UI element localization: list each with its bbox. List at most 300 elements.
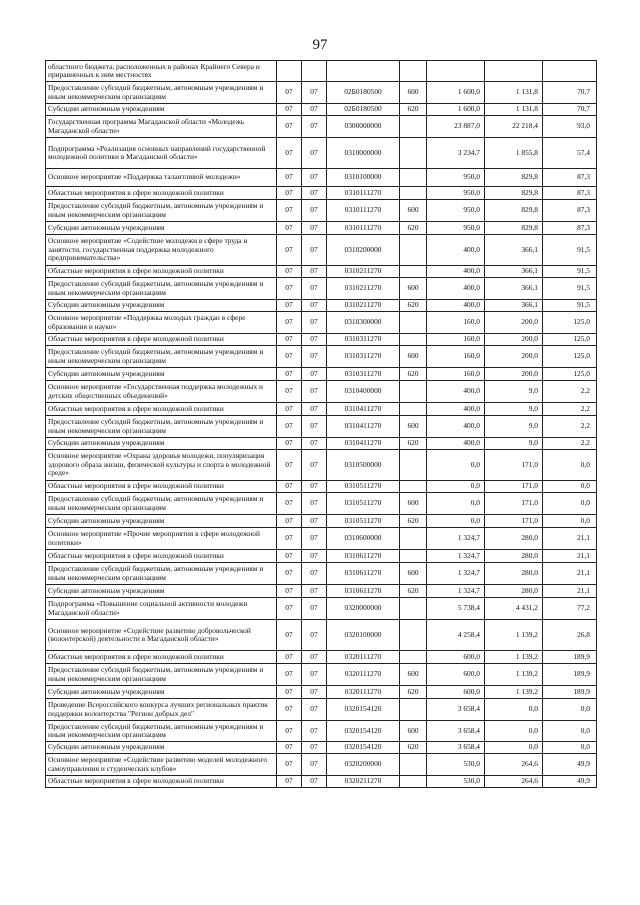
row-execution-percent: 0,0 — [543, 721, 597, 742]
row-subsection-code: 07 — [302, 620, 327, 651]
row-expense-type: 620 — [400, 585, 427, 598]
row-executed-amount: 200,0 — [485, 334, 543, 346]
row-target-article: 0300000000 — [327, 116, 400, 138]
row-execution-percent: 0,0 — [543, 481, 597, 493]
row-subsection-code: 07 — [302, 235, 327, 266]
row-subsection-code: 07 — [302, 563, 327, 585]
row-target-article: 0310211270 — [327, 278, 400, 300]
row-subsection-code: 07 — [302, 699, 327, 721]
row-name: Предоставление субсидий бюджетным, автономным учреждениям и иным некоммерческим организациям — [46, 563, 277, 585]
row-target-article: 0320211270 — [327, 776, 400, 788]
row-subsection-code: 07 — [302, 550, 327, 563]
table-row — [46, 493, 597, 515]
row-execution-percent: 0,0 — [543, 450, 597, 481]
row-executed-amount: 280,0 — [485, 585, 543, 598]
row-execution-percent: 125,0 — [543, 346, 597, 368]
row-section-code: 07 — [277, 416, 302, 438]
row-target-article: 0320111270 — [327, 686, 400, 699]
row-section-code: 07 — [277, 222, 302, 235]
row-target-article: 0310411270 — [327, 403, 400, 416]
table-row — [46, 222, 597, 235]
row-planned-amount: 23 887,0 — [427, 116, 485, 138]
row-section-code: 07 — [277, 515, 302, 528]
table-row — [46, 686, 597, 699]
row-planned-amount: 4 258,4 — [427, 620, 485, 651]
row-expense-type — [400, 138, 427, 169]
row-execution-percent: 87,3 — [543, 187, 597, 200]
row-name: Основное мероприятие «Охрана здоровья молодежи, популяризация здорового образа жизни, физической культуры и спорта в молодежной среде» — [46, 450, 277, 481]
row-subsection-code: 07 — [302, 200, 327, 222]
row-name: Областные мероприятия в сфере молодежной политики — [46, 334, 277, 346]
row-executed-amount: 1 855,8 — [485, 138, 543, 169]
row-section-code: 07 — [277, 620, 302, 651]
row-section-code: 07 — [277, 278, 302, 300]
row-execution-percent: 87,3 — [543, 222, 597, 235]
row-execution-percent: 125,0 — [543, 334, 597, 346]
row-executed-amount: 1 139,2 — [485, 620, 543, 651]
row-expense-type: 600 — [400, 493, 427, 515]
row-target-article: 0310411270 — [327, 438, 400, 450]
table-row — [46, 187, 597, 200]
row-executed-amount: 200,0 — [485, 368, 543, 381]
row-expense-type — [400, 550, 427, 563]
row-name: Областные мероприятия в сфере молодежной политики — [46, 266, 277, 278]
row-execution-percent: 87,3 — [543, 169, 597, 187]
row-section-code: 07 — [277, 300, 302, 312]
row-section-code: 07 — [277, 585, 302, 598]
row-section-code — [277, 61, 302, 82]
row-section-code: 07 — [277, 686, 302, 699]
row-planned-amount: 5 738,4 — [427, 598, 485, 620]
row-executed-amount: 366,1 — [485, 278, 543, 300]
row-expense-type — [400, 620, 427, 651]
row-expense-type — [400, 651, 427, 664]
row-subsection-code: 07 — [302, 450, 327, 481]
row-target-article: 0310500000 — [327, 450, 400, 481]
row-planned-amount: 950,0 — [427, 222, 485, 235]
row-executed-amount: 9,0 — [485, 381, 543, 403]
row-execution-percent: 2,2 — [543, 403, 597, 416]
table-row — [46, 721, 597, 742]
row-executed-amount: 171,0 — [485, 481, 543, 493]
table-row — [46, 312, 597, 334]
row-executed-amount: 0,0 — [485, 699, 543, 721]
row-executed-amount: 829,8 — [485, 222, 543, 235]
row-subsection-code: 07 — [302, 116, 327, 138]
row-execution-percent: 91,5 — [543, 266, 597, 278]
row-expense-type: 620 — [400, 686, 427, 699]
row-subsection-code: 07 — [302, 346, 327, 368]
row-target-article: 0310411270 — [327, 416, 400, 438]
row-name: Предоставление субсидий бюджетным, автономным учреждениям и иным некоммерческим организациям — [46, 664, 277, 686]
row-section-code: 07 — [277, 187, 302, 200]
row-planned-amount: 0,0 — [427, 493, 485, 515]
row-subsection-code — [302, 61, 327, 82]
row-subsection-code: 07 — [302, 585, 327, 598]
row-name: Подпрограмма «Реализация основных направлений государственной молодежной политики в Магаданской области» — [46, 138, 277, 169]
row-execution-percent: 49,9 — [543, 754, 597, 776]
row-section-code: 07 — [277, 742, 302, 754]
row-expense-type — [400, 450, 427, 481]
row-section-code: 07 — [277, 381, 302, 403]
row-target-article: 0310511270 — [327, 493, 400, 515]
row-subsection-code: 07 — [302, 438, 327, 450]
row-name: Субсидии автономным учреждениям — [46, 368, 277, 381]
table-row — [46, 266, 597, 278]
row-subsection-code: 07 — [302, 598, 327, 620]
row-expense-type: 620 — [400, 368, 427, 381]
row-name: Областные мероприятия в сфере молодежной политики — [46, 550, 277, 563]
row-expense-type: 620 — [400, 104, 427, 116]
row-name: Областные мероприятия в сфере молодежной политики — [46, 403, 277, 416]
row-subsection-code: 07 — [302, 481, 327, 493]
row-executed-amount: 1 139,2 — [485, 664, 543, 686]
table-row — [46, 416, 597, 438]
row-name: Основное мероприятие «Государственная поддержка молодежных и детских общественных объединений» — [46, 381, 277, 403]
row-executed-amount: 1 131,8 — [485, 104, 543, 116]
table-row — [46, 776, 597, 788]
row-expense-type: 620 — [400, 300, 427, 312]
row-expense-type — [400, 61, 427, 82]
row-name: Предоставление субсидий бюджетным, автономным учреждениям и иным некоммерческим организациям — [46, 82, 277, 104]
row-executed-amount: 829,8 — [485, 169, 543, 187]
row-subsection-code: 07 — [302, 334, 327, 346]
row-name: Областные мероприятия в сфере молодежной политики — [46, 776, 277, 788]
table-row — [46, 742, 597, 754]
row-planned-amount: 160,0 — [427, 312, 485, 334]
row-target-article: 0310211270 — [327, 266, 400, 278]
row-expense-type — [400, 699, 427, 721]
row-subsection-code: 07 — [302, 138, 327, 169]
row-name: Субсидии автономным учреждениям — [46, 515, 277, 528]
row-execution-percent: 49,9 — [543, 776, 597, 788]
row-target-article: 0310311270 — [327, 334, 400, 346]
row-section-code: 07 — [277, 200, 302, 222]
row-execution-percent: 189,9 — [543, 664, 597, 686]
row-execution-percent: 77,2 — [543, 598, 597, 620]
row-executed-amount: 264,6 — [485, 776, 543, 788]
table-row — [46, 699, 597, 721]
row-executed-amount: 4 431,2 — [485, 598, 543, 620]
row-name: Проведение Всероссийского конкурса лучших региональных практик поддержки волонтерства "Регион добрых дел" — [46, 699, 277, 721]
row-planned-amount: 0,0 — [427, 515, 485, 528]
row-name: Предоставление субсидий бюджетным, автономным учреждениям и иным некоммерческим организациям — [46, 278, 277, 300]
row-expense-type: 620 — [400, 742, 427, 754]
row-name: Субсидии автономным учреждениям — [46, 222, 277, 235]
row-expense-type: 620 — [400, 515, 427, 528]
table-row — [46, 61, 597, 82]
row-execution-percent: 2,2 — [543, 438, 597, 450]
table-row — [46, 235, 597, 266]
row-name: Областные мероприятия в сфере молодежной политики — [46, 187, 277, 200]
table-row — [46, 664, 597, 686]
row-subsection-code: 07 — [302, 104, 327, 116]
row-executed-amount: 200,0 — [485, 346, 543, 368]
row-execution-percent: 70,7 — [543, 82, 597, 104]
row-section-code: 07 — [277, 721, 302, 742]
row-target-article: 0310611270 — [327, 563, 400, 585]
row-section-code: 07 — [277, 169, 302, 187]
row-name: Субсидии автономным учреждениям — [46, 104, 277, 116]
row-target-article: 0310611270 — [327, 550, 400, 563]
table-row — [46, 563, 597, 585]
row-section-code: 07 — [277, 664, 302, 686]
table-row — [46, 116, 597, 138]
row-subsection-code: 07 — [302, 368, 327, 381]
row-planned-amount: 400,0 — [427, 266, 485, 278]
row-name: Основное мероприятие «Содействие молодежи в сфере труда и занятости, государственная поддержка молодежного предпринимательства» — [46, 235, 277, 266]
row-executed-amount: 280,0 — [485, 563, 543, 585]
row-target-article: 0310200000 — [327, 235, 400, 266]
row-section-code: 07 — [277, 776, 302, 788]
table-row — [46, 278, 597, 300]
row-subsection-code: 07 — [302, 664, 327, 686]
row-planned-amount: 400,0 — [427, 278, 485, 300]
row-planned-amount: 0,0 — [427, 481, 485, 493]
page-number: 97 — [312, 37, 328, 53]
row-executed-amount: 0,0 — [485, 742, 543, 754]
row-planned-amount: 1 600,0 — [427, 104, 485, 116]
row-target-article: 0310600000 — [327, 528, 400, 550]
row-executed-amount: 829,8 — [485, 187, 543, 200]
row-target-article: 0310111270 — [327, 187, 400, 200]
row-target-article: 0310311270 — [327, 368, 400, 381]
row-executed-amount: 22 218,4 — [485, 116, 543, 138]
row-section-code: 07 — [277, 104, 302, 116]
row-subsection-code: 07 — [302, 721, 327, 742]
row-name: Основное мероприятие «Содействие развитию моделей молодежного самоуправления и студенческих клубов» — [46, 754, 277, 776]
row-planned-amount: 3 658,4 — [427, 721, 485, 742]
row-subsection-code: 07 — [302, 403, 327, 416]
row-execution-percent: 91,5 — [543, 235, 597, 266]
row-planned-amount: 0,0 — [427, 450, 485, 481]
row-name: областного бюджета, расположенных в районах Крайнего Севера и приравненных к ним местностях — [46, 61, 277, 82]
row-name: Субсидии автономным учреждениям — [46, 300, 277, 312]
row-expense-type — [400, 334, 427, 346]
row-name: Предоставление субсидий бюджетным, автономным учреждениям и иным некоммерческим организациям — [46, 493, 277, 515]
row-executed-amount: 171,0 — [485, 493, 543, 515]
row-executed-amount: 829,8 — [485, 200, 543, 222]
row-target-article: 02Б0180500 — [327, 104, 400, 116]
row-executed-amount: 366,1 — [485, 266, 543, 278]
row-target-article: 0320111270 — [327, 651, 400, 664]
table-row — [46, 200, 597, 222]
row-name: Субсидии автономным учреждениям — [46, 686, 277, 699]
row-expense-type — [400, 235, 427, 266]
row-planned-amount: 1 324,7 — [427, 528, 485, 550]
row-section-code: 07 — [277, 235, 302, 266]
row-executed-amount: 1 139,2 — [485, 651, 543, 664]
table-row — [46, 334, 597, 346]
row-subsection-code: 07 — [302, 82, 327, 104]
row-expense-type — [400, 403, 427, 416]
row-execution-percent — [543, 61, 597, 82]
row-target-article: 0320154120 — [327, 742, 400, 754]
row-planned-amount: 1 324,7 — [427, 563, 485, 585]
row-target-article: 0320100000 — [327, 620, 400, 651]
row-planned-amount: 3 234,7 — [427, 138, 485, 169]
table-row — [46, 368, 597, 381]
row-planned-amount: 1 600,0 — [427, 82, 485, 104]
table-row — [46, 754, 597, 776]
row-name: Подпрограмма «Повышение социальной активности молодежи Магаданской области» — [46, 598, 277, 620]
row-planned-amount: 600,0 — [427, 664, 485, 686]
row-planned-amount: 950,0 — [427, 187, 485, 200]
row-expense-type — [400, 528, 427, 550]
row-section-code: 07 — [277, 312, 302, 334]
row-execution-percent: 0,0 — [543, 699, 597, 721]
row-executed-amount: 200,0 — [485, 312, 543, 334]
row-target-article: 02Б0180500 — [327, 82, 400, 104]
row-target-article: 0310000000 — [327, 138, 400, 169]
row-name: Основное мероприятие «Прочие мероприятия в сфере молодежной политики» — [46, 528, 277, 550]
row-section-code: 07 — [277, 116, 302, 138]
row-planned-amount: 3 658,4 — [427, 742, 485, 754]
row-execution-percent: 93,0 — [543, 116, 597, 138]
row-name: Предоставление субсидий бюджетным, автономным учреждениям и иным некоммерческим организациям — [46, 200, 277, 222]
row-target-article: 0310111270 — [327, 200, 400, 222]
row-section-code: 07 — [277, 403, 302, 416]
row-planned-amount: 530,0 — [427, 776, 485, 788]
row-section-code: 07 — [277, 754, 302, 776]
table-row — [46, 381, 597, 403]
row-executed-amount: 9,0 — [485, 438, 543, 450]
row-planned-amount: 160,0 — [427, 334, 485, 346]
row-execution-percent: 0,0 — [543, 742, 597, 754]
row-subsection-code: 07 — [302, 222, 327, 235]
row-execution-percent: 21,1 — [543, 528, 597, 550]
row-section-code: 07 — [277, 563, 302, 585]
row-expense-type — [400, 187, 427, 200]
row-planned-amount: 160,0 — [427, 368, 485, 381]
row-section-code: 07 — [277, 346, 302, 368]
table-row — [46, 169, 597, 187]
row-name: Государственная программа Магаданской области «Молодежь Магаданской области» — [46, 116, 277, 138]
row-expense-type: 600 — [400, 278, 427, 300]
row-subsection-code: 07 — [302, 651, 327, 664]
row-planned-amount: 400,0 — [427, 416, 485, 438]
table-row — [46, 651, 597, 664]
row-target-article: 0320200000 — [327, 754, 400, 776]
row-expense-type — [400, 116, 427, 138]
row-execution-percent: 125,0 — [543, 312, 597, 334]
row-section-code: 07 — [277, 651, 302, 664]
row-expense-type — [400, 754, 427, 776]
row-section-code: 07 — [277, 550, 302, 563]
row-executed-amount: 280,0 — [485, 550, 543, 563]
row-expense-type: 600 — [400, 200, 427, 222]
budget-table — [45, 60, 597, 788]
row-expense-type: 620 — [400, 222, 427, 235]
row-execution-percent: 2,2 — [543, 416, 597, 438]
row-planned-amount: 530,0 — [427, 754, 485, 776]
row-planned-amount: 400,0 — [427, 438, 485, 450]
row-target-article: 0310211270 — [327, 300, 400, 312]
row-planned-amount: 400,0 — [427, 403, 485, 416]
row-target-article: 0310311270 — [327, 346, 400, 368]
row-section-code: 07 — [277, 598, 302, 620]
table-row — [46, 450, 597, 481]
row-executed-amount: 1 131,8 — [485, 82, 543, 104]
row-execution-percent: 0,0 — [543, 515, 597, 528]
row-subsection-code: 07 — [302, 266, 327, 278]
row-expense-type: 600 — [400, 721, 427, 742]
row-target-article: 0320154120 — [327, 721, 400, 742]
row-planned-amount: 400,0 — [427, 381, 485, 403]
table-row — [46, 620, 597, 651]
row-execution-percent: 189,9 — [543, 651, 597, 664]
row-planned-amount — [427, 61, 485, 82]
row-expense-type — [400, 169, 427, 187]
row-target-article: 0310100000 — [327, 169, 400, 187]
row-execution-percent: 21,1 — [543, 563, 597, 585]
table-row — [46, 104, 597, 116]
row-subsection-code: 07 — [302, 187, 327, 200]
row-executed-amount — [485, 61, 543, 82]
row-subsection-code: 07 — [302, 381, 327, 403]
row-name: Основное мероприятие «Содействие развитию добровольческой (волонтерской) деятельности в Магаданской области» — [46, 620, 277, 651]
row-expense-type: 600 — [400, 82, 427, 104]
row-name: Основное мероприятие «Поддержка молодых граждан в сфере образования и науки» — [46, 312, 277, 334]
row-planned-amount: 400,0 — [427, 235, 485, 266]
row-execution-percent: 91,5 — [543, 300, 597, 312]
row-execution-percent: 2,2 — [543, 381, 597, 403]
row-executed-amount: 171,0 — [485, 450, 543, 481]
row-name: Областные мероприятия в сфере молодежной политики — [46, 481, 277, 493]
row-section-code: 07 — [277, 493, 302, 515]
row-expense-type — [400, 481, 427, 493]
row-name: Предоставление субсидий бюджетным, автономным учреждениям и иным некоммерческим организациям — [46, 416, 277, 438]
row-execution-percent: 21,1 — [543, 550, 597, 563]
row-executed-amount: 264,6 — [485, 754, 543, 776]
row-section-code: 07 — [277, 528, 302, 550]
row-name: Областные мероприятия в сфере молодежной политики — [46, 651, 277, 664]
row-section-code: 07 — [277, 266, 302, 278]
row-subsection-code: 07 — [302, 754, 327, 776]
row-execution-percent: 26,8 — [543, 620, 597, 651]
row-expense-type: 600 — [400, 664, 427, 686]
table-row — [46, 585, 597, 598]
row-planned-amount: 1 324,7 — [427, 550, 485, 563]
row-execution-percent: 0,0 — [543, 493, 597, 515]
row-expense-type — [400, 312, 427, 334]
row-section-code: 07 — [277, 334, 302, 346]
table-row — [46, 346, 597, 368]
row-section-code: 07 — [277, 438, 302, 450]
row-planned-amount: 3 658,4 — [427, 699, 485, 721]
row-planned-amount: 160,0 — [427, 346, 485, 368]
table-row — [46, 403, 597, 416]
row-target-article: 0310611270 — [327, 585, 400, 598]
row-expense-type — [400, 266, 427, 278]
row-name: Субсидии автономным учреждениям — [46, 585, 277, 598]
row-subsection-code: 07 — [302, 776, 327, 788]
row-executed-amount: 366,1 — [485, 300, 543, 312]
row-expense-type: 620 — [400, 438, 427, 450]
row-name: Субсидии автономным учреждениям — [46, 742, 277, 754]
row-execution-percent: 87,3 — [543, 200, 597, 222]
table-row — [46, 598, 597, 620]
table-row — [46, 300, 597, 312]
row-target-article: 0320111270 — [327, 664, 400, 686]
row-subsection-code: 07 — [302, 300, 327, 312]
row-execution-percent: 21,1 — [543, 585, 597, 598]
row-subsection-code: 07 — [302, 169, 327, 187]
row-section-code: 07 — [277, 138, 302, 169]
row-target-article: 0310111270 — [327, 222, 400, 235]
row-subsection-code: 07 — [302, 312, 327, 334]
row-executed-amount: 171,0 — [485, 515, 543, 528]
